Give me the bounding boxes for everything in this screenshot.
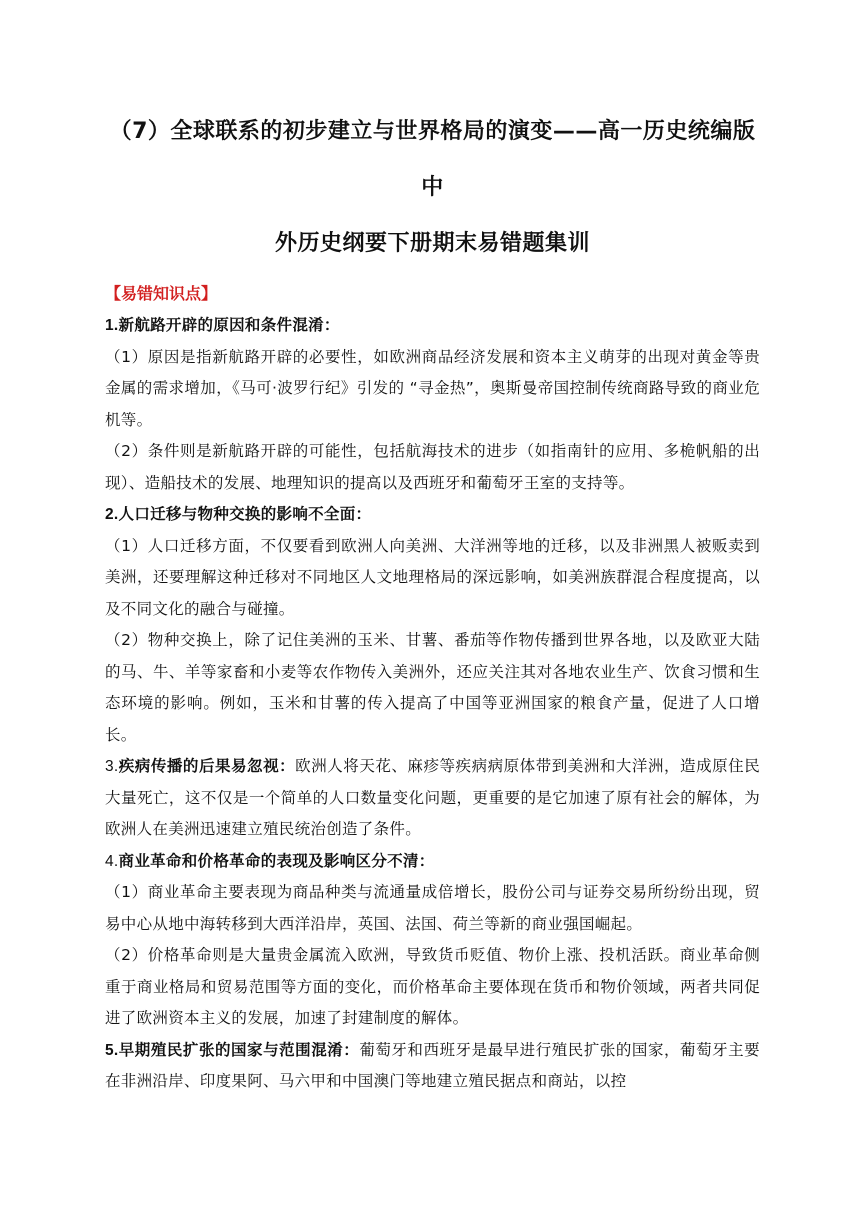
- item-3-number: 3.: [105, 758, 119, 775]
- item-1-number: 1.: [105, 317, 119, 334]
- item-3-paragraph: [105, 751, 760, 846]
- item-2-sub-2: （2）物种交换上，除了记住美洲的玉米、甘薯、番茄等作物传播到世界各地，以及欧亚大陆的马、牛、羊等家畜和小麦等农作物传入美洲外，还应关注其对各地农业生产、饮食习惯和生态环境的影响。例如，玉米和甘薯的传入提高了中国等亚洲国家的粮食产量，促进了人口增长。: [105, 631, 760, 744]
- item-5-number: 5.: [105, 1041, 119, 1059]
- item-1-heading-text: 新航路开辟的原因和条件混淆：: [118, 316, 340, 334]
- item-2-heading-text: 人口迁移与物种交换的影响不全面：: [118, 505, 372, 523]
- item-4-heading: 商业革命和价格革命的表现及影响区分不清：: [118, 851, 435, 870]
- item-3-heading: 疾病传播的后果易忽视：: [118, 757, 296, 775]
- item-2-heading: [105, 505, 371, 523]
- document-title: [105, 104, 760, 272]
- item-4-number: 4.: [105, 852, 119, 870]
- item-1-heading: [105, 316, 340, 334]
- title-line-1: （7）全球联系的初步建立与世界格局的演变——高一历史统编版中: [109, 119, 756, 200]
- item-1-sub-2: （2）条件则是新航路开辟的可能性，包括航海技术的进步（如指南针的应用、多桅帆船的出现）、造船技术的发展、地理知识的提高以及西班牙和葡萄牙王室的支持等。: [105, 442, 760, 492]
- section-label: 【易错知识点】: [105, 284, 218, 303]
- item-1-heading-line: [105, 310, 760, 342]
- item-3-body: 欧洲人将天花、麻疹等疾病病原体带到美洲和大洋洲，造成原住民大量死亡，这不仅是一个简单的人口数量变化问题，更重要的是它加速了原有社会的解体，为欧洲人在美洲迅速建立殖民统治创造了条件。: [105, 757, 760, 838]
- item-5-body: 葡萄牙和西班牙是最早进行殖民扩张的国家，葡萄牙主要在非洲沿岸、印度果阿、马六甲和中国澳门等地建立殖民据点和商站，以控: [105, 1040, 760, 1090]
- item-2-sub-1: （1）人口迁移方面，不仅要看到欧洲人向美洲、大洋洲等地的迁移，以及非洲黑人被贩卖到美洲，还要理解这种迁移对不同地区人文地理格局的深远影响，如美洲族群混合程度提高，以及不同文化的融合与碰撞。: [105, 536, 760, 618]
- item-5-heading-text: 早期殖民扩张的国家与范围混淆：: [118, 1040, 360, 1059]
- item-4-heading-line: [105, 846, 760, 878]
- item-4-sub-2: （2）价格革命则是大量贵金属流入欧洲，导致货币贬值、物价上涨、投机活跃。商业革命侧重于商业格局和贸易范围等方面的变化，而价格革命主要体现在货币和物价领域，两者共同促进了欧洲资本主义的发展，加速了封建制度的解体。: [105, 946, 760, 1027]
- item-1-sub-1: （1）原因是指新航路开辟的必要性，如欧洲商品经济发展和资本主义萌芽的出现对黄金等贵金属的需求增加，《马可·波罗行纪》引发的 “寻金热”，奥斯曼帝国控制传统商路导致的商业危机等。: [105, 347, 760, 429]
- item-2-heading-line: [105, 499, 760, 531]
- item-4-sub-1: （1）商业革命主要表现为商品种类与流通量成倍增长，股份公司与证券交易所纷纷出现，贸易中心从地中海转移到大西洋沿岸，英国、法国、荷兰等新的商业强国崛起。: [105, 883, 760, 933]
- item-5-paragraph: [105, 1035, 760, 1098]
- title-line-2: 外历史纲要下册期末易错题集训: [274, 231, 590, 256]
- item-5-heading: [105, 1041, 359, 1059]
- item-2-number: 2.: [105, 506, 119, 523]
